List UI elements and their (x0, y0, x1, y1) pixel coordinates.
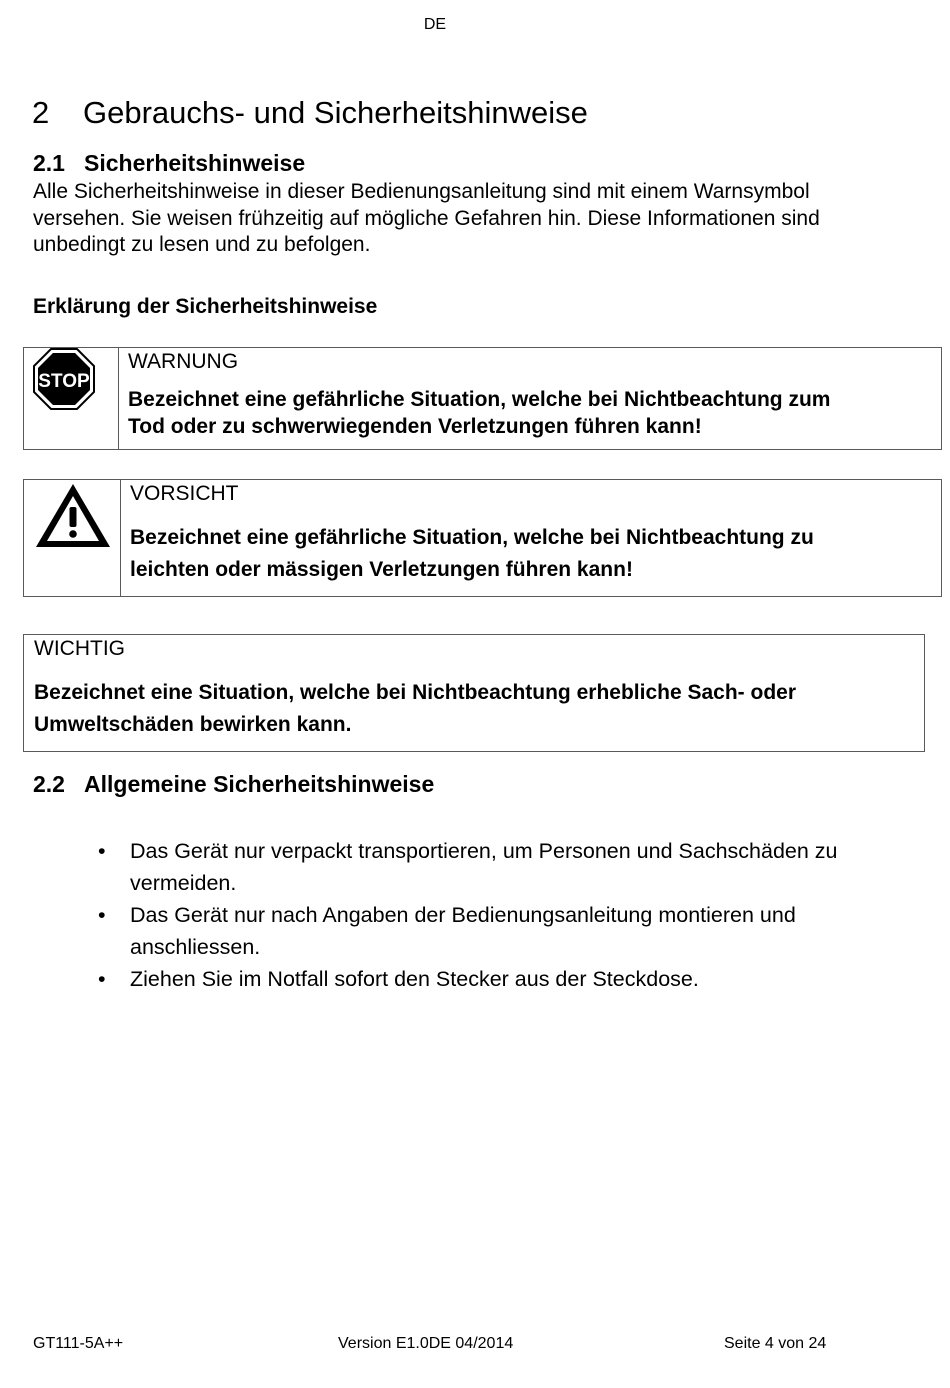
subsection-number: 2.1 (33, 150, 65, 176)
footer-version: Version E1.0DE 04/2014 (338, 1335, 514, 1352)
section-title: Gebrauchs- und Sicherheitshinweise (83, 95, 588, 130)
footer-page-number: Seite 4 von 24 (724, 1335, 827, 1352)
footer-model: GT111-5A++ (33, 1335, 124, 1352)
caution-label: VORSICHT (130, 482, 239, 505)
notice-label: WICHTIG (34, 637, 125, 660)
bullet-icon: • (98, 967, 106, 991)
warning-label: WARNUNG (128, 350, 239, 373)
caution-box (23, 479, 942, 597)
subsection-title: Sicherheitshinweise (84, 150, 306, 176)
list-item (96, 900, 916, 963)
intro-line: versehen. Sie weisen frühzeitig auf mögliche Gefahren hin. Diese Informationen sind (33, 206, 820, 230)
subsection-heading-2-2 (33, 771, 434, 798)
list-item-line: Das Gerät nur verpackt transportieren, um Personen und Sachschäden zu (130, 839, 838, 863)
caution-description-line: leichten oder mässigen Verletzungen führen kann! (130, 558, 633, 581)
warning-description-line: Tod oder zu schwerwiegenden Verletzungen führen kann! (128, 415, 702, 438)
page-language-marker: DE (423, 16, 447, 33)
section-number: 2 (32, 95, 50, 130)
list-item (96, 964, 916, 996)
list-item-line: Das Gerät nur nach Angaben der Bedienungsanleitung montieren und (130, 903, 796, 927)
intro-line: unbedingt zu lesen und zu befolgen. (33, 233, 371, 256)
warning-box (23, 347, 942, 450)
list-item-line: vermeiden. (130, 870, 237, 895)
intro-paragraph (33, 179, 913, 259)
caution-description-line: Bezeichnet eine gefährliche Situation, welche bei Nichtbeachtung zu (130, 526, 814, 549)
warning-description-line: Bezeichnet eine gefährliche Situation, welche bei Nichtbeachtung zum (128, 388, 831, 411)
warning-icon-cell (24, 348, 119, 449)
subsection-heading-2-1 (33, 150, 305, 177)
notice-description-line: Bezeichnet eine Situation, welche bei Nichtbeachtung erhebliche Sach- oder (34, 681, 796, 704)
safety-bullet-list (96, 836, 916, 997)
intro-line: Alle Sicherheitshinweise in dieser Bedienungsanleitung sind mit einem Warnsymbol (33, 180, 810, 203)
caution-icon-cell (24, 480, 121, 596)
caution-description (130, 522, 814, 586)
warning-description (128, 386, 830, 440)
notice-description-line: Umweltschäden bewirken kann. (34, 713, 352, 736)
stop-sign-icon (32, 347, 96, 411)
subsection-number: 2.2 (33, 771, 65, 797)
list-item-line: anschliessen. (130, 934, 261, 959)
list-item-line: Ziehen Sie im Notfall sofort den Stecker aus der Steckdose. (130, 967, 699, 991)
notice-box (23, 634, 925, 752)
section-heading (32, 95, 588, 131)
bullet-icon: • (98, 903, 106, 927)
stop-sign-text: STOP (38, 371, 90, 392)
explanation-heading: Erklärung der Sicherheitshinweise (33, 295, 378, 318)
subsection-title: Allgemeine Sicherheitshinweise (84, 771, 435, 797)
bullet-icon: • (98, 839, 106, 863)
notice-description (34, 677, 796, 741)
warning-triangle-icon (34, 481, 112, 549)
list-item (96, 836, 916, 899)
